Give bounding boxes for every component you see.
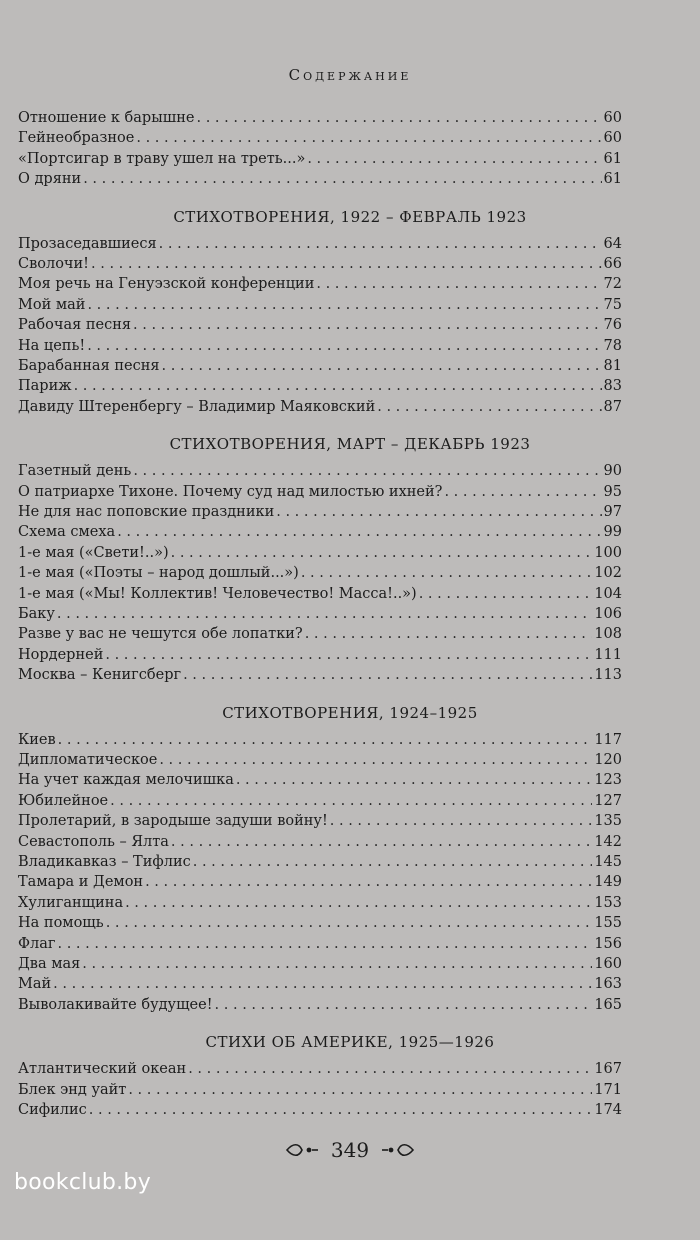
toc-entry-title: Прозаседавшиеся xyxy=(18,235,157,252)
toc-entry-page: 135 xyxy=(594,813,622,830)
toc-entry xyxy=(18,997,622,1017)
toc-dot-leader xyxy=(58,936,593,952)
toc-entry xyxy=(18,1061,622,1081)
toc-dot-leader xyxy=(145,874,592,890)
toc-entry-title: Выволакивайте будущее! xyxy=(18,996,213,1013)
section-title: СТИХОТВОРЕНИЯ, 1924–1925 xyxy=(222,703,478,722)
toc-entry-page: 174 xyxy=(594,1102,622,1118)
toc-entry xyxy=(18,524,622,544)
toc-entry-title: О патриархе Тихоне. Почему суд над милостью ихней? xyxy=(18,483,443,500)
toc-dot-leader xyxy=(125,895,592,911)
toc-entry-page: 100 xyxy=(594,544,622,561)
toc-entry-title: О дряни xyxy=(18,171,82,188)
page-number: 349 xyxy=(330,1138,370,1162)
toc-dot-leader xyxy=(133,463,601,479)
toc-dot-leader xyxy=(89,1102,593,1118)
toc-entry-title: Дипломатическое xyxy=(18,752,158,768)
toc-dot-leader xyxy=(91,256,602,272)
toc-entry-page: 163 xyxy=(594,976,622,993)
toc-entry-page: 83 xyxy=(603,378,622,395)
toc-entry xyxy=(18,752,622,772)
toc-entry xyxy=(18,834,622,854)
toc-entry-title: Барабанная песня xyxy=(18,358,160,374)
toc-entry-title: Май xyxy=(18,976,52,993)
toc-dot-leader xyxy=(419,586,593,602)
toc-dot-leader xyxy=(316,276,601,292)
toc-entry xyxy=(18,626,622,646)
toc-entry-title: Москва – Кенигсберг xyxy=(18,667,182,684)
toc-dot-leader xyxy=(87,338,601,354)
toc-entry xyxy=(18,463,622,483)
toc-entry-page: 111 xyxy=(594,646,622,663)
toc-dot-leader xyxy=(162,358,602,374)
toc-entry xyxy=(18,895,622,915)
toc-entry-title: Сволочи! xyxy=(18,256,90,272)
toc-entry-page: 120 xyxy=(594,752,622,768)
toc-dot-leader xyxy=(106,915,593,931)
toc-entry xyxy=(18,586,622,606)
toc-entry-page: 61 xyxy=(603,150,622,167)
toc-entry-title: Давиду Штеренбергу – Владимир Маяковский xyxy=(18,398,376,415)
toc-entry-page: 75 xyxy=(603,296,622,313)
toc-dot-leader xyxy=(136,130,601,146)
toc-dot-leader xyxy=(159,752,592,768)
toc-dot-leader xyxy=(444,484,601,500)
toc-dot-leader xyxy=(82,956,592,972)
toc-entry xyxy=(18,936,622,956)
toc-entry xyxy=(18,236,622,256)
watermark-text: bookclub.by xyxy=(14,1170,152,1195)
toc-entry xyxy=(18,956,622,976)
toc-dot-leader xyxy=(188,1061,592,1077)
toc-entry-title: Владикавказ – Тифлис xyxy=(18,854,191,870)
toc-entry-title: Флаг xyxy=(18,935,56,952)
toc-entry-page: 60 xyxy=(603,110,622,126)
toc-entry-title: 1-е мая («Мы! Коллектив! Человечество! Масса!..») xyxy=(18,585,417,602)
page-number-footer xyxy=(0,1138,700,1162)
section-title: СТИХОТВОРЕНИЯ, МАРТ – ДЕКАБРЬ 1923 xyxy=(169,435,531,454)
toc-dot-leader xyxy=(183,667,592,683)
toc-entry xyxy=(18,606,622,626)
section-title: СТИХОТВОРЕНИЯ, 1922 – ФЕВРАЛЬ 1923 xyxy=(173,207,527,226)
toc-entry-page: 153 xyxy=(594,894,622,911)
toc-entry-title: Гейнеобразное xyxy=(18,130,135,147)
toc-entry xyxy=(18,813,622,833)
toc-entry-page: 123 xyxy=(594,772,622,789)
toc-entry-page: 95 xyxy=(603,483,622,500)
toc-entry xyxy=(18,1102,622,1122)
toc-entry-title: Два мая xyxy=(18,956,81,972)
right-ornament-icon xyxy=(381,1141,415,1159)
toc-entry-page: 76 xyxy=(603,317,622,334)
toc-entry-title: Схема смеха xyxy=(18,524,116,541)
toc-dot-leader xyxy=(159,236,602,252)
toc-entry-title: Газетный день xyxy=(18,463,132,480)
toc-dot-leader xyxy=(301,565,592,581)
toc-entry-title: Мой май xyxy=(18,296,86,313)
toc-entry-page: 78 xyxy=(603,337,622,354)
toc-entry-page: 149 xyxy=(594,874,622,891)
toc-entry-page: 72 xyxy=(603,276,622,293)
toc-entry xyxy=(18,772,622,792)
toc-dot-leader xyxy=(74,378,602,394)
left-ornament-icon xyxy=(285,1141,319,1159)
toc-dot-leader xyxy=(307,151,601,167)
toc-entry xyxy=(18,504,622,524)
toc-dot-leader xyxy=(83,171,601,187)
toc-dot-leader xyxy=(196,110,601,126)
toc-entry xyxy=(18,338,622,358)
toc-dot-leader xyxy=(87,297,601,313)
toc-entry-title: Моя речь на Генуэзской конференции xyxy=(18,276,315,293)
toc-entry-page: 171 xyxy=(594,1081,622,1098)
toc-dot-leader xyxy=(236,772,592,788)
toc-dot-leader xyxy=(305,626,593,642)
toc-entry xyxy=(18,110,622,130)
toc-entry-page: 102 xyxy=(594,565,622,582)
toc-entry-title: Киев xyxy=(18,731,56,748)
toc-entry-page: 160 xyxy=(594,956,622,972)
toc-entry-title: На помощь xyxy=(18,915,104,932)
toc-entry-title: Атлантический океан xyxy=(18,1061,187,1078)
toc-entry-page: 117 xyxy=(594,731,622,748)
toc-entry-title: Хулиганщина xyxy=(18,894,124,911)
toc-entry-page: 167 xyxy=(594,1061,622,1078)
toc-entry-page: 106 xyxy=(594,606,622,622)
toc-dot-leader xyxy=(105,647,592,663)
toc-entry xyxy=(18,297,622,317)
toc-entry-title: Нордерней xyxy=(18,646,104,663)
toc-entry-page: 87 xyxy=(603,398,622,415)
toc-dot-leader xyxy=(57,606,592,622)
toc-entry xyxy=(18,915,622,935)
toc-dot-leader xyxy=(117,524,601,540)
toc-entry-page: 165 xyxy=(594,996,622,1013)
toc-dot-leader xyxy=(171,545,593,561)
toc-entry-title: 1-е мая («Поэты – народ дошлый...») xyxy=(18,565,299,582)
toc-entry-title: «Портсигар в траву ушел на треть...» xyxy=(18,150,306,167)
toc-entry xyxy=(18,793,622,813)
toc-dot-leader xyxy=(377,399,601,415)
toc-entry-title: Баку xyxy=(18,606,55,622)
toc-dot-leader xyxy=(276,504,601,520)
toc-entry-page: 104 xyxy=(594,585,622,602)
toc-dot-leader xyxy=(330,813,593,829)
toc-entry xyxy=(18,647,622,667)
toc-dot-leader xyxy=(128,1082,592,1098)
toc-entry xyxy=(18,1082,622,1102)
toc-entry-title: Пролетарий, в зародыше задуши войну! xyxy=(18,813,328,830)
toc-entry-page: 81 xyxy=(603,358,622,374)
toc-entry xyxy=(18,378,622,398)
toc-entry xyxy=(18,545,622,565)
toc-entry xyxy=(18,358,622,378)
toc-entry xyxy=(18,256,622,276)
toc-dot-leader xyxy=(58,732,593,748)
toc-entry xyxy=(18,484,622,504)
toc-entry-page: 97 xyxy=(603,504,622,520)
toc-entry-title: Отношение к барышне xyxy=(18,110,195,126)
toc-entry-title: На учет каждая мелочишка xyxy=(18,772,234,789)
toc-entry-title: Тамара и Демон xyxy=(18,874,144,891)
toc-entry-title: Не для нас поповские праздники xyxy=(18,504,275,520)
toc-entry-title: Париж xyxy=(18,378,72,395)
toc-entry-page: 142 xyxy=(594,833,622,850)
toc-entry-page: 113 xyxy=(594,667,622,684)
toc-entry xyxy=(18,976,622,996)
toc-entry xyxy=(18,732,622,752)
toc-entry-page: 60 xyxy=(603,130,622,147)
toc-entry-page: 156 xyxy=(594,935,622,952)
toc-entry-page: 61 xyxy=(603,171,622,188)
toc-entry xyxy=(18,399,622,419)
toc-dot-leader xyxy=(193,854,593,870)
section-title: СТИХИ ОБ АМЕРИКЕ, 1925—1926 xyxy=(205,1033,495,1052)
toc-entry xyxy=(18,130,622,150)
toc-entry-title: На цепь! xyxy=(18,337,86,354)
toc-dot-leader xyxy=(110,793,592,809)
toc-dot-leader xyxy=(171,834,592,850)
toc-entry-page: 99 xyxy=(603,524,622,541)
toc-dot-leader xyxy=(53,976,592,992)
toc-entry-page: 145 xyxy=(594,854,622,870)
page-header: Содержание xyxy=(288,66,412,84)
toc-entry-page: 64 xyxy=(603,235,622,252)
toc-entry xyxy=(18,667,622,687)
toc-entry-page: 127 xyxy=(594,792,622,809)
toc-entry-page: 90 xyxy=(603,463,622,480)
toc-entry-title: Разве у вас не чешутся обе лопатки? xyxy=(18,626,303,643)
toc-entry-title: Рабочая песня xyxy=(18,317,132,334)
toc-dot-leader xyxy=(215,997,593,1013)
toc-entry-page: 66 xyxy=(603,256,622,272)
toc-entry xyxy=(18,317,622,337)
toc-entry-title: Сифилис xyxy=(18,1102,87,1118)
toc-entry-title: 1-е мая («Свети!..») xyxy=(18,544,169,561)
toc-entry xyxy=(18,276,622,296)
toc-entry-title: Блек энд уайт xyxy=(18,1081,127,1098)
toc-entry xyxy=(18,565,622,585)
toc-entry-title: Юбилейное xyxy=(18,792,109,809)
toc-entry xyxy=(18,171,622,191)
toc-dot-leader xyxy=(133,317,602,333)
toc-entry-page: 155 xyxy=(594,915,622,932)
toc-entry xyxy=(18,151,622,171)
toc-entry xyxy=(18,874,622,894)
toc-entry-title: Севастополь – Ялта xyxy=(18,833,169,850)
toc-entry-page: 108 xyxy=(594,626,622,643)
toc-entry xyxy=(18,854,622,874)
